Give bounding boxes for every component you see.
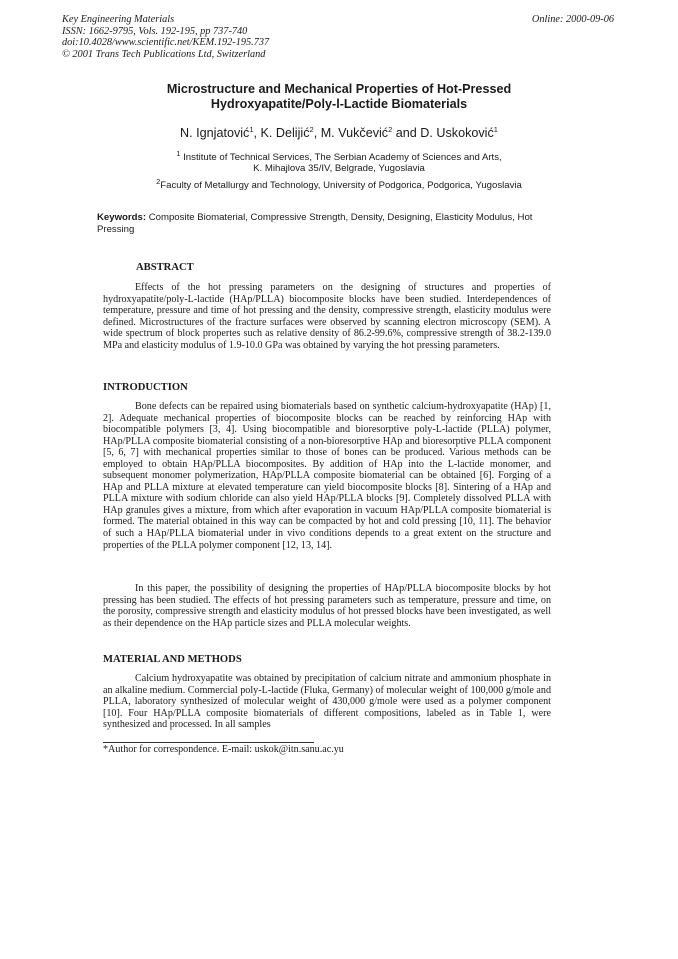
author-separator: and bbox=[392, 126, 421, 140]
correspondence-footnote: *Author for correspondence. E-mail: uskok@itn.sanu.ac.yu bbox=[103, 744, 344, 755]
affiliation-number: 1 bbox=[176, 148, 181, 158]
keywords bbox=[97, 212, 572, 235]
copyright-line: © 2001 Trans Tech Publications Ltd, Switzerland bbox=[62, 48, 266, 60]
issn-line: ISSN: 1662-9795, Vols. 192-195, pp 737-740 bbox=[62, 25, 248, 37]
journal-header bbox=[62, 14, 269, 60]
author-name: D. Uskoković bbox=[420, 126, 494, 140]
affiliation-1 bbox=[60, 148, 618, 175]
introduction-paragraph-1: Bone defects can be repaired using biomaterials based on synthetic calcium-hydroxyapatite (HAp) [1, 2]. Adequate mechanical properties of biocomposite blocks can be reached by reinforcing HAp with biocompatible polymers [3, 4]. Using biocompatible and bioresorptive poly-L-lactide (PLLA) polymer, HAp/PLLA composite biomaterial consisting of a non-bioresorptive HAp and bioresorptive PLLA component [5, 6, 7] with mechanical properties similar to those of bones can be produced. Various methods can be employed to obtain HAp/PLLA biocomposites. By addition of HAp into the L-lactide monomer, and subsequent monomer polymerization, HAp/PLLA composite biomaterial can be obtained [6]. Forging of a HAp and PLLA mixture at elevated temperature can yield biocomposite blocks [8]. Sintering of a HAp and PLLA mixture with sodium chloride can also yield HAp/PLLA blocks [9]. Completely dissolved PLLA with HAp granules gives a mixture, from which after evaporation in vacuum HAp/PLLA composite biomaterial is formed. The material obtained in this way can be compacted by hot and cold pressing [10, 11]. The behavior of such a HAp/PLLA biomaterial under in vivo conditions depends to a great extent on the structure and properties of the PLLA polymer component [12, 13, 14]. bbox=[103, 401, 551, 551]
author-separator: , bbox=[313, 126, 321, 140]
keywords-text: Composite Biomaterial, Compressive Strength, Density, Designing, Elasticity Modulus, Hot Pressing bbox=[97, 212, 533, 235]
title-line-2: Hydroxyapatite/Poly-l-Lactide Biomaterials bbox=[210, 96, 468, 111]
footnote-divider bbox=[103, 742, 314, 743]
methods-heading: MATERIAL AND METHODS bbox=[103, 654, 242, 665]
abstract-heading: ABSTRACT bbox=[136, 262, 194, 273]
affiliation-number: 2 bbox=[156, 176, 161, 186]
title-line-1: Microstructure and Mechanical Properties of Hot-Pressed bbox=[166, 82, 512, 96]
author-affiliation-mark: 2 bbox=[309, 124, 314, 134]
author-affiliation-mark: 1 bbox=[249, 124, 254, 134]
methods-paragraph-1: Calcium hydroxyapatite was obtained by precipitation of calcium nitrate and ammonium phosphate in an alkaline medium. Commercial poly-L-lactide (Fluka, Germany) of molecular weight of 100,000 g/mole and PLLA, laboratory synthesized of molecular weight of 430,000 g/mole were used as a polymer component [10]. Four HAp/PLLA composite biomaterials of different compositions, labeled as in Table 1, were synthesized and processed. In all samples bbox=[103, 673, 551, 731]
journal-name: Key Engineering Materials bbox=[62, 14, 175, 25]
abstract-text: Effects of the hot pressing parameters on the designing of structures and properties of hydroxyapatite/poly-L-lactide (HAp/PLLA) biocomposite blocks have been studied. Interdependences of temperature, pressure and time of hot pressing and the density, compressive strength, elasticity modulus were defined. Microstructures of the fracture surfaces were observed by scanning electron microscopy (SEM). A wide spectrum of block propertes such as relative density of 86.2-99.6%, compressive strength of 38.2-139.0 MPa and elasticity modulus of 1.9-10.0 GPa was obtained by varying the hot pressing parameters. bbox=[103, 282, 551, 351]
author-separator: , bbox=[253, 126, 261, 140]
keywords-label: Keywords: bbox=[97, 212, 147, 223]
author-name: M. Vukčević bbox=[320, 126, 389, 140]
affiliation-text: K. Mihajlova 35/IV, Belgrade, Yugoslavia bbox=[253, 163, 425, 175]
doi-line: doi:10.4028/www.scientific.net/KEM.192-195.737 bbox=[62, 37, 270, 49]
affiliation-text: Faculty of Metallurgy and Technology, University of Podgorica, Podgorica, Yugoslavia bbox=[160, 180, 522, 191]
introduction-paragraph-2: In this paper, the possibility of designing the properties of HAp/PLLA biocomposite blocks by hot pressing has been studied. The effects of hot pressing parameters such as temperature, pressure and time, on the porosity, compressive strength and elasticity modulus of hot pressed blocks have been investigated, as well as their dependence on the HAp particle sizes and PLLA molecular weights. bbox=[103, 583, 551, 629]
affiliation-text: Institute of Technical Services, The Serbian Academy of Sciences and Arts, bbox=[183, 152, 502, 163]
author-name: N. Ignjatović bbox=[180, 126, 250, 140]
author-affiliation-mark: 2 bbox=[388, 124, 393, 134]
online-date: Online: 2000-09-06 bbox=[531, 14, 614, 25]
author-affiliation-mark: 1 bbox=[493, 124, 498, 134]
author-list bbox=[60, 126, 618, 140]
affiliation-2 bbox=[60, 176, 618, 191]
introduction-heading: INTRODUCTION bbox=[103, 382, 188, 393]
paper-title bbox=[60, 82, 618, 111]
author-name: K. Delijić bbox=[260, 126, 310, 140]
